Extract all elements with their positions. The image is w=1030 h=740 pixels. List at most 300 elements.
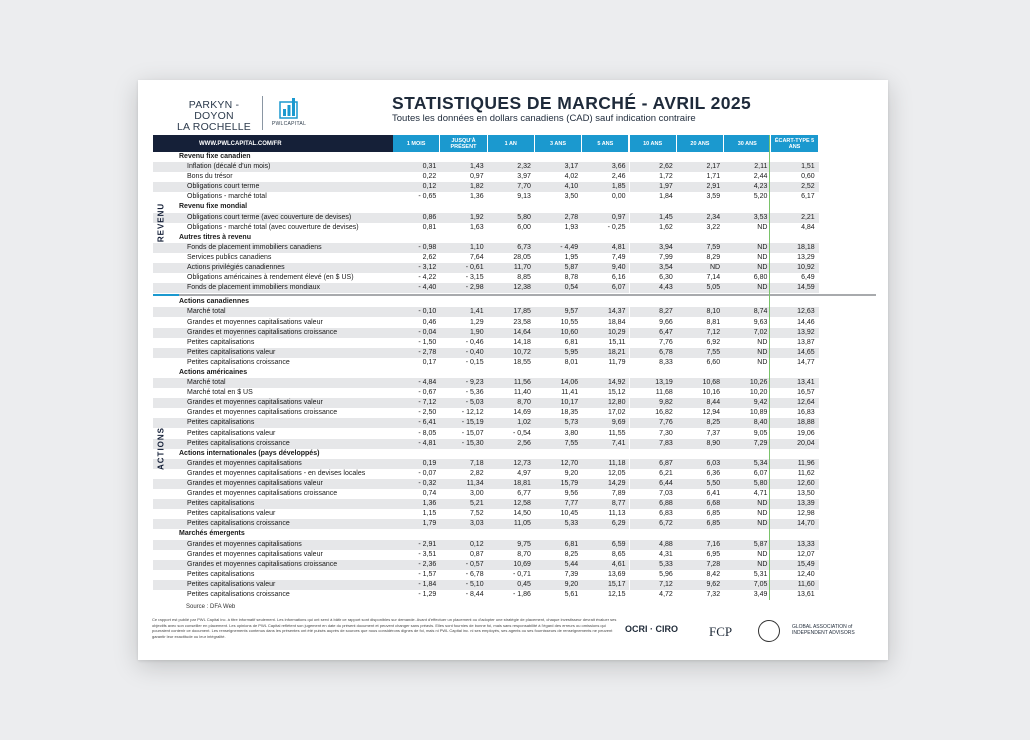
row-label: Petites capitalisations valeur [153,348,393,358]
table-cell: 3,17 [535,162,582,172]
table-cell: 6,30 [659,274,673,282]
row-label: Fonds de placement immobiliers canadiens [153,243,393,253]
table-row [153,489,876,499]
table-cell: 7,49 [611,253,626,261]
table-cell: 5,50 [677,479,724,489]
table-cell: 5,80 [488,213,535,223]
table-cell: 14,59 [771,283,818,293]
row-label: Bons du trésor [187,173,233,181]
row-label: Marché total [153,378,393,388]
table-cell: 6,41 [706,490,721,498]
table-cell: 7,83 [630,439,677,449]
table-cell: ND [757,358,768,366]
table-cell: 8,74 [724,307,771,317]
table-cell: 7,52 [469,510,484,518]
row-label: Petites capitalisations [153,418,393,428]
ocri-ciro-logo: OCRI · CIRO [625,624,678,634]
table-cell: 6,60 [706,358,721,366]
table-cell: 14,46 [797,318,815,326]
table-cell: ND [724,243,771,253]
table-cell: 3,00 [469,490,484,498]
table-cell: 1,36 [393,499,440,509]
table-cell: 7,37 [706,429,721,437]
table-cell: 5,33 [535,519,582,529]
table-cell: 2,32 [488,162,535,172]
table-cell: 5,61 [564,591,579,599]
category-row [153,152,876,162]
table-cell: 12,64 [771,398,818,408]
table-row [153,469,876,479]
seal-logo-icon [758,620,780,642]
table-cell: 12,94 [702,409,721,417]
category-row [153,368,876,378]
table-cell: ND [724,560,771,570]
table-cell: - 0,07 [418,469,437,477]
table-cell: ND [757,253,768,261]
table-cell: 7,89 [611,490,626,498]
section-label: REVENU [156,202,166,242]
table-cell: 7,12 [630,580,677,590]
table-cell: - 0,10 [393,307,440,317]
table-row [153,223,876,233]
table-cell: 9,62 [677,580,724,590]
table-cell: 1,95 [564,253,579,261]
table-cell: ND [757,510,768,518]
table-cell: 7,64 [469,253,484,261]
category-row [153,233,876,243]
table-row [153,459,876,469]
pwl-bars-icon [278,96,300,120]
table-cell: 0,86 [393,213,440,223]
table-cell: - 1,86 [512,591,531,599]
table-cell: 4,88 [630,540,677,550]
row-label: Petites capitalisations [153,499,393,509]
table-cell: 3,50 [564,193,579,201]
table-cell: - 4,81 [393,439,440,449]
table-cell: - 0,54 [512,429,531,437]
table-cell: 14,06 [535,378,582,388]
row-label: Marché total [153,307,393,317]
column-header: 1 MOIS [393,135,439,152]
table-cell: 19,06 [797,429,815,437]
table-cell: 10,89 [749,409,768,417]
table-row [153,182,876,192]
table-cell: 11,96 [771,459,818,469]
table-row [153,243,876,253]
table-cell: 1,63 [469,223,484,231]
category-label: Actions canadiennes [179,298,250,306]
table-cell: ND [757,550,768,558]
table-cell: 4,61 [582,560,629,570]
table-cell: 8,85 [517,274,531,282]
table-cell: 6,83 [659,510,673,518]
table-cell: - 0,71 [512,570,531,578]
column-header: 10 ANS [630,135,676,152]
table-cell: - 2,91 [393,540,440,550]
table-row [153,162,876,172]
table-cell: 5,21 [440,499,487,509]
table-cell: 1,93 [564,223,579,231]
table-cell: 6,68 [677,499,724,509]
table-cell: 2,17 [677,162,724,172]
table-cell: - 1,29 [418,591,437,599]
table-cell: 7,70 [488,182,535,192]
table-cell: 18,55 [513,358,531,366]
row-label: Petites capitalisations croissance [153,439,393,449]
table-cell: 1,84 [659,193,673,201]
table-cell: 5,80 [724,479,771,489]
table-cell: 2,44 [753,173,768,181]
table-cell: 0,00 [611,193,626,201]
row-label: Petites capitalisations valeur [153,580,393,590]
table-cell: 0,12 [440,540,487,550]
table-row [153,388,876,398]
table-cell: - 4,40 [393,283,440,293]
column-header: JUSQU'À PRÉSENT [440,135,486,152]
table-cell: 6,03 [677,459,724,469]
table-cell: 6,59 [582,540,629,550]
row-label: Petites capitalisations [187,570,255,578]
row-label: Marché total en $ US [187,389,253,397]
table-cell: - 0,32 [393,479,440,489]
row-label: Obligations - marché total (avec couverture de devises) [187,223,359,231]
table-cell: 9,75 [488,540,535,550]
table-cell: 1,90 [440,328,487,338]
table-cell: - 5,10 [440,580,487,590]
table-cell: 2,82 [469,469,484,477]
table-cell: 5,20 [753,193,768,201]
table-cell: - 0,25 [607,223,626,231]
table-cell: - 5,36 [465,389,484,397]
table-cell: - 5,03 [440,398,487,408]
row-label: Grandes et moyennes capitalisations valeur [153,398,393,408]
table-row [153,398,876,408]
table-cell: 3,53 [724,213,771,223]
table-cell: 1,92 [440,213,487,223]
column-header: 1 AN [488,135,534,152]
table-cell: 0,74 [422,490,437,498]
fcp-logo: FCP [709,624,733,639]
table-cell: 1,45 [630,213,677,223]
table-cell: 7,55 [535,439,582,449]
table-cell: 7,16 [677,540,724,550]
table-row [153,519,876,529]
table-cell: 10,60 [535,328,582,338]
table-cell: 1,62 [659,223,673,231]
table-cell: 8,70 [488,398,535,408]
table-cell: 13,87 [797,338,815,346]
table-cell: 7,41 [582,439,629,449]
table-cell: ND [724,499,771,509]
table-cell: 16,82 [655,409,673,417]
row-label: Grandes et moyennes capitalisations valeur [153,479,393,489]
category-label: Revenu fixe canadien [179,153,251,160]
table-cell: 4,10 [535,182,582,192]
table-cell: 1,15 [422,510,437,518]
row-label: Grandes et moyennes capitalisations croissance [187,490,338,498]
table-cell: 3,97 [517,173,531,181]
table-cell: 7,18 [440,459,487,469]
table-cell: 0,45 [488,580,535,590]
table-cell: 12,63 [771,307,818,317]
category-label: Marchés émergents [179,530,245,538]
source-note: Source : DFA Web [186,604,236,610]
table-cell: - 0,57 [440,560,487,570]
table-cell: 4,81 [582,243,629,253]
table-cell: 6,44 [630,479,677,489]
table-row [153,338,876,348]
table-cell: - 2,78 [393,348,440,358]
table-cell: 6,49 [801,274,815,282]
table-cell: - 2,36 [393,560,440,570]
table-cell: 2,91 [677,182,724,192]
table-cell: 1,36 [469,193,484,201]
table-row [153,378,876,388]
table-cell: 7,77 [535,499,582,509]
table-cell: 14,92 [582,378,629,388]
table-row [153,253,876,263]
row-label: Petites capitalisations valeur [187,429,276,437]
table-row [153,328,876,338]
table-cell: 2,21 [771,213,818,223]
table-cell: - 3,12 [393,263,440,273]
table-cell: 9,05 [753,429,768,437]
row-label: Grandes et moyennes capitalisations valeur [187,318,323,326]
table-row [153,509,876,519]
row-label: Grandes et moyennes capitalisations - en devises locales [187,469,366,477]
table-cell: - 15,07 [461,429,484,437]
table-cell: - 0,67 [418,389,437,397]
table-cell: 5,96 [659,570,673,578]
table-cell: 16,57 [797,389,815,397]
column-header: 30 ANS [724,135,770,152]
table-cell: 13,33 [771,540,818,550]
table-cell: 6,85 [677,519,724,529]
table-row [153,172,876,182]
table-cell: 10,26 [724,378,771,388]
table-cell: 14,50 [513,510,531,518]
table-cell: - 0,65 [418,193,437,201]
table-cell: 10,45 [560,510,579,518]
table-cell: 4,02 [564,173,579,181]
table-cell: 9,42 [724,398,771,408]
table-cell: 8,40 [724,418,771,428]
table-cell: 12,98 [797,510,815,518]
row-label: Services publics canadiens [187,253,272,261]
table-cell: - 2,50 [418,409,437,417]
table-cell: 14,69 [513,409,531,417]
table-cell: 8,25 [677,418,724,428]
table-cell: 0,12 [393,182,440,192]
category-label: Revenu fixe mondial [179,203,248,211]
row-label: Grandes et moyennes capitalisations [153,540,393,550]
logo-divider [262,96,263,130]
table-cell: ND [677,263,724,273]
table-cell: 7,14 [706,274,721,282]
table-row [153,439,876,449]
table-cell: 10,72 [488,348,535,358]
table-cell: 6,81 [535,540,582,550]
table-cell: 5,33 [630,560,677,570]
table-cell: - 0,15 [465,358,484,366]
table-cell: - 0,40 [440,348,487,358]
table-cell: 14,64 [488,328,535,338]
table-cell: 13,29 [797,253,815,261]
table-cell: 17,02 [607,409,626,417]
table-cell: - 0,04 [393,328,440,338]
table-cell: 0,54 [535,283,582,293]
table-cell: 11,40 [513,389,531,397]
table-cell: 0,19 [393,459,440,469]
table-cell: - 1,84 [393,580,440,590]
table-header [153,135,876,152]
table-cell: 13,19 [630,378,677,388]
parkyn-doyon-logo: PARKYN - DOYON LA ROCHELLE [177,99,251,133]
table-cell: 1,43 [440,162,487,172]
table-row [153,550,876,560]
table-cell: 3,03 [440,519,487,529]
table-cell: 6,17 [801,193,815,201]
column-header: ÉCART-TYPE 5 ANS [771,135,817,152]
table-row [153,192,876,202]
table-cell: - 4,22 [418,274,437,282]
table-cell: 4,97 [517,469,531,477]
market-stats-table [153,135,876,600]
table-cell: 0,17 [422,358,437,366]
column-header: 5 ANS [582,135,628,152]
std-dev-column-marker [769,135,770,600]
table-row [153,540,876,550]
table-cell: 9,40 [582,263,629,273]
table-cell: 10,16 [702,389,721,397]
table-row [153,213,876,223]
table-cell: 15,11 [608,338,626,346]
table-cell: 7,12 [677,328,724,338]
table-cell: 0,97 [469,173,484,181]
table-cell: 16,83 [797,409,815,417]
category-label: Autres titres à revenu [179,233,251,241]
table-cell: 10,55 [560,318,579,326]
table-cell: 1,85 [582,182,629,192]
table-row [153,418,876,428]
table-cell: - 3,51 [418,550,437,558]
table-cell: 6,78 [630,348,677,358]
table-cell: 12,80 [582,398,629,408]
table-cell: 1,82 [440,182,487,192]
table-cell: 7,55 [677,348,724,358]
table-cell: - 3,15 [465,274,484,282]
row-label: Petites capitalisations [187,338,255,346]
row-label: Grandes et moyennes capitalisations croissance [187,409,338,417]
table-cell: 8,01 [564,358,579,366]
table-cell: 6,16 [611,274,626,282]
table-cell: 5,31 [753,570,768,578]
table-row [153,318,876,328]
table-cell: 14,65 [771,348,818,358]
table-cell: 9,69 [582,418,629,428]
section-label: ACTIONS [156,426,166,470]
table-cell: 14,18 [513,338,531,346]
table-row [153,580,876,590]
category-row [153,202,876,212]
row-label: Obligations - marché total [187,193,267,201]
table-cell: 8,33 [659,358,673,366]
table-cell: 9,57 [535,307,582,317]
table-cell: 5,05 [677,283,724,293]
row-label: Inflation (décalé d'un mois) [153,162,393,172]
table-cell: - 6,78 [465,570,484,578]
table-cell: 1,29 [469,318,484,326]
table-cell: 15,17 [582,580,629,590]
table-cell: 0,22 [422,173,437,181]
table-cell: 7,29 [724,439,771,449]
table-cell: 23,58 [513,318,531,326]
table-row [153,570,876,580]
table-cell: 12,73 [488,459,535,469]
table-cell: 2,62 [630,162,677,172]
table-cell: 4,43 [630,283,677,293]
table-cell: 11,41 [561,389,579,397]
table-cell: 10,92 [771,263,818,273]
table-cell: - 12,12 [461,409,484,417]
table-cell: 12,70 [535,459,582,469]
table-cell: 5,34 [724,459,771,469]
table-cell: 14,77 [797,358,815,366]
table-cell: 8,81 [706,318,721,326]
table-cell: 6,07 [753,469,768,477]
table-cell: 28,05 [513,253,531,261]
table-row [153,429,876,439]
table-cell: 8,77 [582,499,629,509]
row-label: Grandes et moyennes capitalisations croissance [153,328,393,338]
table-cell: 15,79 [535,479,582,489]
table-cell: 18,81 [488,479,535,489]
table-cell: - 7,12 [393,398,440,408]
table-cell: 1,10 [440,243,487,253]
table-cell: 12,05 [607,469,626,477]
category-row [153,529,876,539]
table-cell: 10,68 [677,378,724,388]
table-cell: 9,63 [753,318,768,326]
website-link[interactable]: WWW.PWLCAPITAL.COM/FR [153,135,393,152]
table-cell: 10,17 [535,398,582,408]
table-cell: 0,31 [393,162,440,172]
table-cell: - 0,61 [440,263,487,273]
table-cell: 1,72 [659,173,673,181]
table-row [153,307,876,317]
table-cell: 0,97 [582,213,629,223]
table-cell: - 1,57 [418,570,437,578]
table-cell: 4,23 [724,182,771,192]
category-label: Actions internationales (pays développés) [179,449,320,457]
column-header: 20 ANS [677,135,723,152]
table-cell: 14,29 [582,479,629,489]
table-cell: 2,78 [535,213,582,223]
gaiia-logo: GLOBAL ASSOCIATION of INDEPENDENT ADVISORS [792,624,855,636]
table-cell: 8,78 [564,274,579,282]
category-row [153,297,876,307]
table-cell: ND [757,223,768,231]
table-cell: 11,79 [608,358,626,366]
table-cell: ND [724,519,771,529]
table-cell: - 15,30 [440,439,487,449]
table-cell: 3,80 [564,429,579,437]
table-cell: 10,20 [749,389,768,397]
table-cell: 6,87 [630,459,677,469]
table-cell: - 2,98 [440,283,487,293]
table-cell: - 4,49 [535,243,582,253]
table-cell: 11,13 [608,510,626,518]
